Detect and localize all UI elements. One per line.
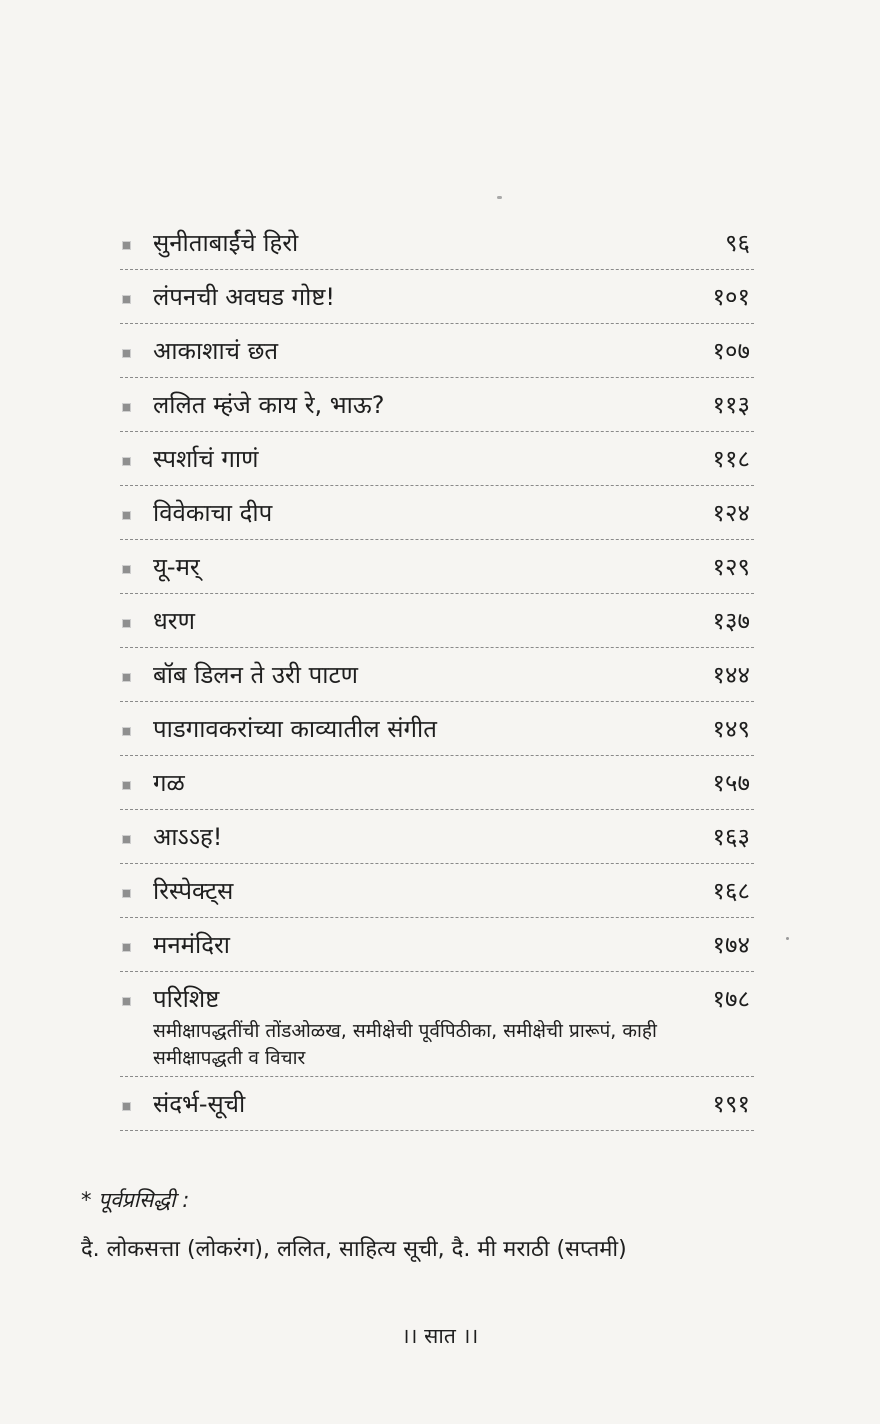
toc-entry-page: १०७ bbox=[712, 337, 750, 365]
toc-entry-title: आकाशाचं छत bbox=[153, 337, 279, 365]
bullet-square-icon bbox=[122, 835, 131, 844]
paper-speck bbox=[786, 937, 789, 940]
toc-entry-page: १७४ bbox=[712, 931, 750, 959]
toc-entry-page: १२९ bbox=[712, 553, 750, 581]
toc-entry-title: परिशिष्ट bbox=[153, 985, 220, 1013]
toc-entry-title: आऽऽह! bbox=[153, 823, 223, 851]
bullet-square-icon bbox=[122, 511, 131, 520]
toc-entry-title: सुनीताबाईंचे हिरो bbox=[153, 229, 299, 257]
footnote-label: * पूर्वप्रसिद्धी : bbox=[81, 1188, 190, 1212]
toc-entry[interactable] bbox=[120, 1077, 754, 1131]
toc-entry-page: १३७ bbox=[712, 607, 750, 635]
toc-entry[interactable] bbox=[120, 864, 754, 918]
bullet-square-icon bbox=[122, 295, 131, 304]
toc-entry[interactable] bbox=[120, 324, 754, 378]
toc-entry[interactable] bbox=[120, 972, 754, 1077]
toc-entry-page: १६८ bbox=[712, 877, 750, 905]
toc-entry-title: लंपनची अवघड गोष्ट! bbox=[153, 283, 336, 311]
toc-entry[interactable] bbox=[120, 918, 754, 972]
bullet-square-icon bbox=[122, 1102, 131, 1111]
bullet-square-icon bbox=[122, 997, 131, 1006]
bullet-square-icon bbox=[122, 565, 131, 574]
toc-entry-page: १५७ bbox=[712, 769, 750, 797]
toc-entry-title: विवेकाचा दीप bbox=[153, 499, 273, 527]
bullet-square-icon bbox=[122, 403, 131, 412]
toc-entry-page: १७८ bbox=[712, 985, 750, 1013]
footnote-sources: दै. लोकसत्ता (लोकरंग), ललित, साहित्य सूची, दै. मी मराठी (सप्तमी) bbox=[81, 1237, 627, 1262]
toc-entry[interactable] bbox=[120, 810, 754, 864]
toc-entry-page: ११३ bbox=[712, 391, 750, 419]
bullet-square-icon bbox=[122, 781, 131, 790]
toc-entry-page: ११८ bbox=[712, 445, 750, 473]
toc-entry-description: समीक्षापद्धतींची तोंडओळख, समीक्षेची पूर्वपिठीका, समीक्षेची प्रारूपं, काही समीक्षापद्धती व विचार bbox=[153, 1020, 657, 1069]
bullet-square-icon bbox=[122, 889, 131, 898]
bullet-square-icon bbox=[122, 457, 131, 466]
bullet-square-icon bbox=[122, 349, 131, 358]
toc-entry[interactable] bbox=[120, 378, 754, 432]
toc-entry-title: बॉब डिलन ते उरी पाटण bbox=[153, 661, 358, 689]
toc-entry[interactable] bbox=[120, 216, 754, 270]
bullet-square-icon bbox=[122, 727, 131, 736]
toc-entry-title: गळ bbox=[153, 769, 185, 797]
toc-entry-page: १९१ bbox=[712, 1090, 750, 1118]
toc-entry[interactable] bbox=[120, 702, 754, 756]
bullet-square-icon bbox=[122, 241, 131, 250]
toc-entry-page: १४९ bbox=[712, 715, 750, 743]
paper-speck bbox=[497, 196, 502, 199]
bullet-square-icon bbox=[122, 943, 131, 952]
toc-entry-title: रिस्पेक्ट्स bbox=[153, 877, 234, 905]
toc-entry-title: स्पर्शाचं गाणं bbox=[153, 445, 259, 473]
toc-entry-page: १२४ bbox=[712, 499, 750, 527]
toc-entry-title: संदर्भ-सूची bbox=[153, 1090, 246, 1118]
toc-entry[interactable] bbox=[120, 486, 754, 540]
toc-entry-title: ललित म्हंजे काय रे, भाऊ? bbox=[153, 391, 385, 419]
toc-entry-title: पाडगावकरांच्या काव्यातील संगीत bbox=[153, 715, 437, 743]
bullet-square-icon bbox=[122, 619, 131, 628]
table-of-contents bbox=[120, 216, 754, 1131]
toc-entry-page: १४४ bbox=[712, 661, 750, 689]
toc-entry-title: मनमंदिरा bbox=[153, 931, 231, 959]
toc-entry[interactable] bbox=[120, 270, 754, 324]
toc-entry[interactable] bbox=[120, 540, 754, 594]
bullet-square-icon bbox=[122, 673, 131, 682]
toc-entry-title: धरण bbox=[153, 607, 195, 635]
toc-entry[interactable] bbox=[120, 756, 754, 810]
toc-entry-title: यू-मर् bbox=[153, 553, 200, 581]
toc-entry-page: १०१ bbox=[712, 283, 750, 311]
toc-entry[interactable] bbox=[120, 594, 754, 648]
toc-entry-page: ९६ bbox=[725, 229, 750, 257]
toc-entry[interactable] bbox=[120, 648, 754, 702]
page-number: ।। सात ।। bbox=[401, 1324, 479, 1348]
toc-entry[interactable] bbox=[120, 432, 754, 486]
toc-entry-page: १६३ bbox=[712, 823, 750, 851]
